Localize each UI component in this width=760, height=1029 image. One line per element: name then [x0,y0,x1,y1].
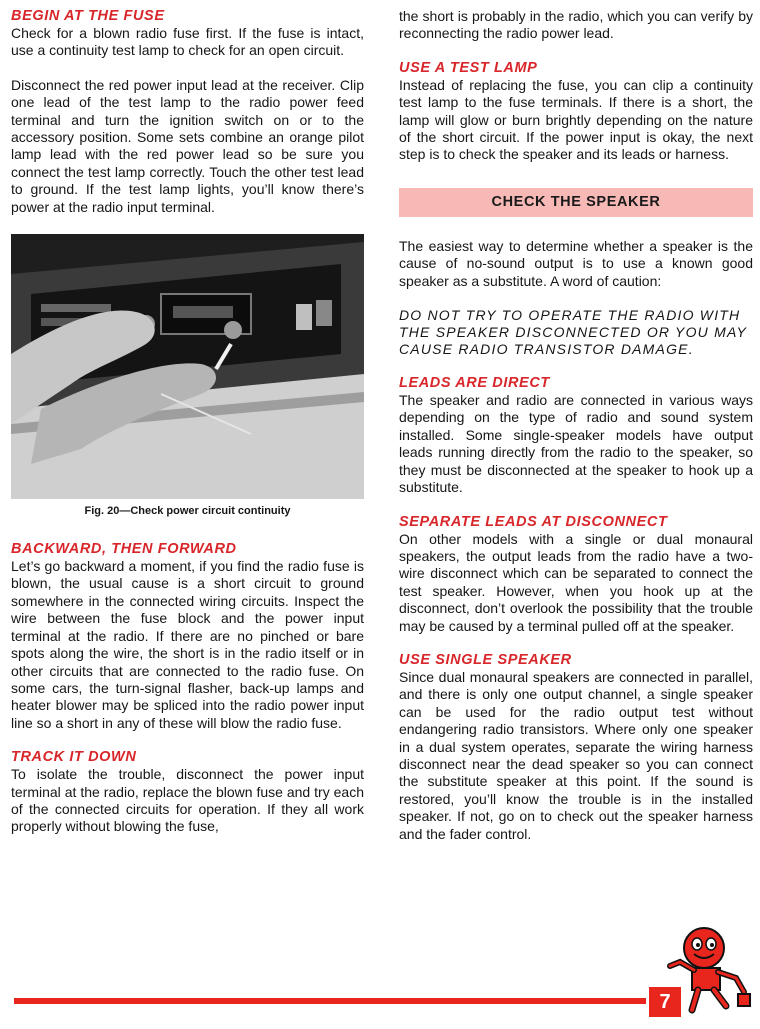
paragraph-fuse-check: Check for a blown radio fuse first. If the fuse is intact, use a continuity test lamp to check for an open circuit. [11,25,364,59]
paragraph-speaker-intro: The easiest way to determine whether a speaker is the cause of no-sound output is to use a known good speaker as a substitute. A word of caution: [399,237,753,289]
heading-separate-leads: SEPARATE LEADS AT DISCONNECT [399,513,668,530]
paragraph-test-lamp: Instead of replacing the fuse, you can clip a continuity test lamp to the fuse terminals. If there is a short, the lamp will glow or burn brightly depending on the nature of the short circuit. If the power input is okay, the next step is to check the speaker and its leads or harness. [399,76,753,163]
heading-use-a-test-lamp: USE A TEST LAMP [399,59,538,76]
left-column [11,8,364,836]
section-banner [399,188,753,217]
paragraph-single-speaker: Since dual monaural speakers are connected in parallel, and there is only one output channel, a single speaker can be used for the radio output test without endangering radio transistors. Where only one speaker in a dual system operates, separate the wiring harness disconnect near the dead speaker so you can connect the substitute speaker at this point. If the sound is restored, you’ll know the trouble is in the installed speaker. If not, go on to check out the speaker harness and the fader control. [399,668,753,842]
page-number: 7 [649,987,681,1017]
paragraph-separate-leads: On other models with a single or dual monaural speakers, the output leads from the radio have a two-wire disconnect which can be separated to connect the test speaker. However, when you hook up at the disconnect, don’t overlook the possibility that the trouble may be caused by a terminal pulled off at the speaker. [399,530,753,634]
heading-leads-are-direct: LEADS ARE DIRECT [399,375,550,392]
heading-use-single-speaker: USE SINGLE SPEAKER [399,651,572,668]
right-column [399,8,753,843]
paragraph-disconnect-lead: Disconnect the red power input lead at the receiver. Clip one lead of the test lamp to the radio power feed terminal and turn the ignition switch on or to the accessory position. Some sets combine an orange pilot lamp lead with the red power lead so be sure you connect the test lamp correctly. Touch the other test lead to ground. If the test lamp lights, you’ll know there’s power at the radio input terminal. [11,76,364,215]
figure-caption: Fig. 20—Check power circuit continuity [84,505,291,518]
paragraph-backward: Let’s go backward a moment, if you find the radio fuse is blown, the usual cause is a short circuit to ground somewhere in the connected wiring circuits. Inspect the wire between the fuse block and the power input terminal at the radio. If there are no pinched or bare spots along the wire, the short is in the radio itself or in other circuits that are connected to the radio fuse. On some cars, the turn-signal flasher, back-up lamps and heater blower may be spliced into the radio power input line so a short in any of these will blow the radio fuse. [11,558,364,731]
radio-dashboard-photo [11,234,364,499]
heading-backward-then-forward: BACKWARD, THEN FORWARD [11,541,237,558]
paragraph-leads-direct: The speaker and radio are connected in various ways depending on the type of radio and sound system installed. Some single-speaker models have output leads running directly from the radio to the speaker, so they must be disconnected at the speaker to hook up a substitute. [399,392,753,496]
paragraph-track-it-down: To isolate the trouble, disconnect the power input terminal at the radio, replace the blown fuse and try each of the connected circuits for operation. If they all work properly without blowing the fuse, [11,766,364,835]
paragraph-continued: the short is probably in the radio, which you can verify by reconnecting the radio power lead. [399,8,753,42]
heading-track-it-down: TRACK IT DOWN [11,749,137,766]
heading-begin-at-the-fuse: BEGIN AT THE FUSE [11,8,165,24]
cartoon-mascot-icon [662,922,754,1026]
banner-title: CHECK THE SPEAKER [491,194,661,211]
caution-notice: DO NOT TRY TO OPERATE THE RADIO WITH THE SPEAKER DISCONNECTED OR YOU MAY CAUSE RADIO TRANSISTOR DAMAGE. [399,307,747,358]
footer-rule [14,998,646,1004]
figure-photo [11,234,364,499]
